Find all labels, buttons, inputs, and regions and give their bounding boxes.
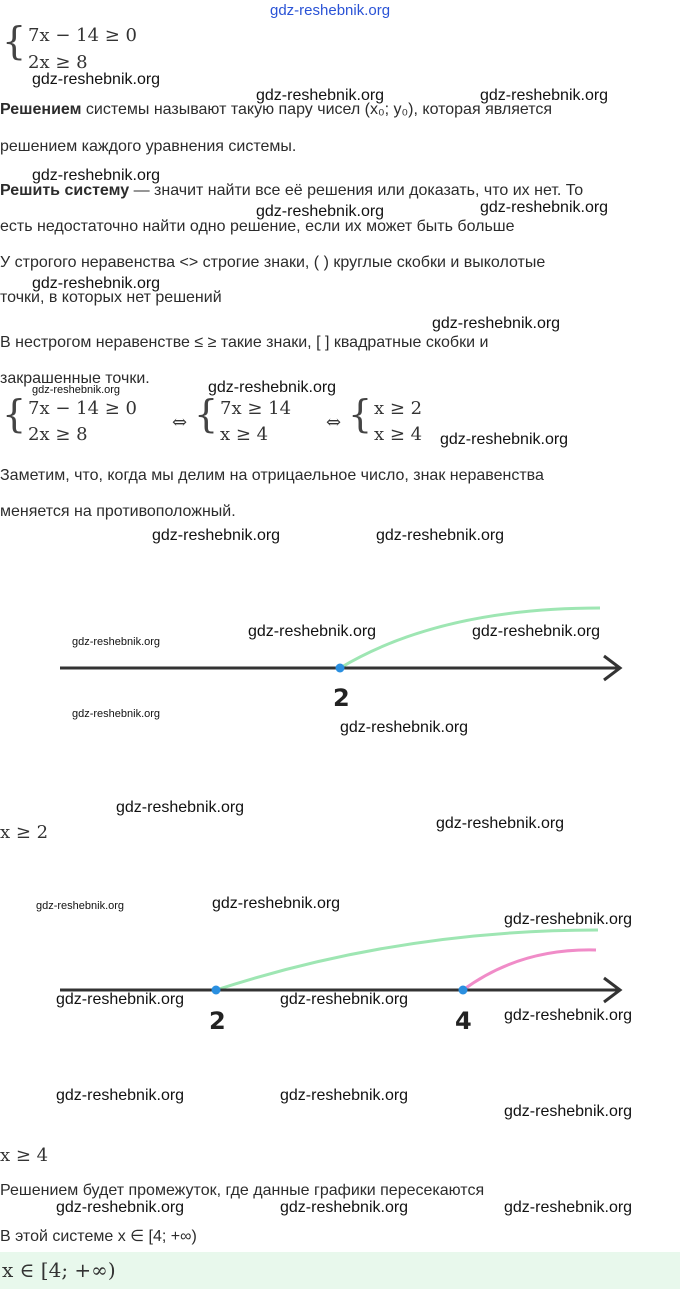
watermark: gdz-reshebnik.org [432, 315, 561, 332]
watermark: gdz-reshebnik.org [504, 1007, 633, 1024]
watermark: gdz-reshebnik.org [32, 71, 161, 88]
watermark: gdz-reshebnik.org [32, 384, 121, 396]
definition-text: — значит найти все её решения или доказать, что их нет. То [129, 182, 584, 199]
point-dot [459, 986, 468, 995]
watermark: gdz-reshebnik.org [72, 708, 161, 720]
watermark: gdz-reshebnik.org [376, 527, 505, 544]
definition-text: системы называют такую пару чисел (x₀; y₀), которая является [81, 101, 553, 118]
watermark: gdz-reshebnik.org [36, 900, 125, 912]
watermark-top: gdz-reshebnik.org [270, 2, 391, 19]
brace-icon: { [194, 392, 219, 436]
paragraph-sign-flip-line1: Заметим, что, когда мы делим на отрицаельное число, знак неравенства [0, 467, 544, 484]
paragraph-intersection: Решением будет промежуток, где данные графики пересекаются [0, 1182, 485, 1199]
brace-icon: { [348, 392, 373, 436]
term-solution: Решением [0, 101, 82, 118]
watermark: gdz-reshebnik.org [280, 1087, 409, 1104]
watermark: gdz-reshebnik.org [116, 799, 245, 816]
point-label: 2 [333, 684, 350, 712]
paragraph-nonstrict-line1: В нестрогом неравенстве ≤ ≥ такие знаки, [ ] квадратные скобки и [0, 334, 489, 351]
solution-arc-x-ge-2 [216, 930, 598, 990]
watermark: gdz-reshebnik.org [440, 431, 569, 448]
watermark: gdz-reshebnik.org [256, 203, 385, 220]
equivalence-arrow: ⇔ [326, 412, 342, 433]
chain-a-line1: 7x − 14 ≥ 0 [28, 398, 138, 419]
chain-b-line2: x ≥ 4 [220, 424, 269, 445]
chain-a-line2: 2x ≥ 8 [28, 424, 88, 445]
watermark: gdz-reshebnik.org [504, 1199, 633, 1216]
watermark: gdz-reshebnik.org [208, 379, 337, 396]
watermark: gdz-reshebnik.org [504, 1103, 633, 1120]
system-line-2: 2x ≥ 8 [28, 52, 88, 73]
point-label-4: 4 [455, 1007, 472, 1035]
point-label-2: 2 [209, 1007, 226, 1035]
point-dot [336, 664, 345, 673]
watermark: gdz-reshebnik.org [56, 991, 185, 1008]
watermark: gdz-reshebnik.org [504, 911, 633, 928]
watermark: gdz-reshebnik.org [480, 87, 609, 104]
watermark: gdz-reshebnik.org [248, 623, 377, 640]
paragraph-strict-line2: точки, в которых нет решений [0, 289, 222, 306]
watermark: gdz-reshebnik.org [280, 991, 409, 1008]
watermark: gdz-reshebnik.org [340, 719, 469, 736]
watermark: gdz-reshebnik.org [32, 167, 161, 184]
term-solve-system: Решить систему [0, 182, 130, 199]
watermark: gdz-reshebnik.org [436, 815, 565, 832]
chain-c-line1: x ≥ 2 [374, 398, 423, 419]
chain-b-line1: 7x ≥ 14 [220, 398, 292, 419]
caption-x-ge-2: x ≥ 2 [0, 822, 49, 843]
system-line-1: 7x − 14 ≥ 0 [28, 25, 138, 46]
paragraph-strict-line1: У строгого неравенства <> строгие знаки, ( ) круглые скобки и выколотые [0, 254, 546, 271]
caption-x-ge-4: x ≥ 4 [0, 1145, 49, 1166]
watermark: gdz-reshebnik.org [212, 895, 341, 912]
watermark: gdz-reshebnik.org [32, 275, 161, 292]
point-dot [212, 986, 221, 995]
watermark: gdz-reshebnik.org [56, 1087, 185, 1104]
chain-c-line2: x ≥ 4 [374, 424, 423, 445]
brace-icon: { [2, 19, 27, 63]
paragraph-sign-flip-line2: меняется на противоположный. [0, 503, 236, 520]
watermark: gdz-reshebnik.org [72, 636, 161, 648]
paragraph-system-result: В этой системе x ∈ [4; +∞) [0, 1228, 197, 1245]
watermark: gdz-reshebnik.org [472, 623, 601, 640]
paragraph-solve-system-line2: есть недостаточно найти одно решение, если их может быть больше [0, 218, 515, 235]
solution-arc-x-ge-4 [463, 950, 596, 990]
answer-box [0, 1252, 680, 1289]
watermark: gdz-reshebnik.org [56, 1199, 185, 1216]
watermark: gdz-reshebnik.org [280, 1199, 409, 1216]
paragraph-solution-def-line2: решением каждого уравнения системы. [0, 138, 297, 155]
watermark: gdz-reshebnik.org [480, 199, 609, 216]
watermark: gdz-reshebnik.org [152, 527, 281, 544]
paragraph-nonstrict-line2: закрашенные точки. [0, 370, 150, 387]
equivalence-arrow: ⇔ [172, 412, 188, 433]
brace-icon: { [2, 392, 27, 436]
watermark: gdz-reshebnik.org [256, 87, 385, 104]
answer-text: x ∈ [4; +∞) [2, 1258, 116, 1282]
